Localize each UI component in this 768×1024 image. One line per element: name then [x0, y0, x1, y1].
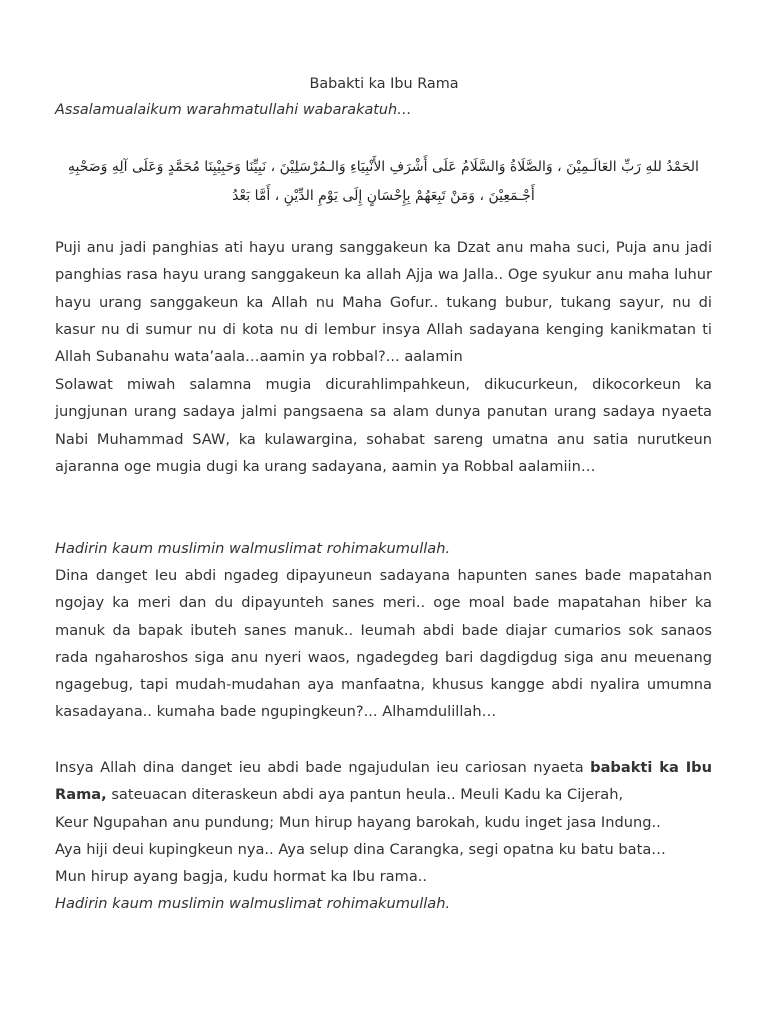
arabic-line-1: الحَمْدُ للهِ رَبِّ العَالَـمِيْنَ ، وَالصَّلَاةُ وَالسَّلَامُ عَلَى أَشْرَفِ الأَنْبِيَاءِ وَالـمُرْسَلِيْنَ ، نَبِيِّنَا وَحَبِيْبِنَا مُحَمَّدٍ وَعَلَى آلِهِ وَصَحْبِهِ: [68, 159, 699, 175]
speech-title-bold: babakti ka Ibu Rama,: [55, 759, 712, 804]
pantun-line-3: Mun hirup ayang bagja, kudu hormat ka Ibu rama..: [55, 868, 428, 885]
arabic-line-2: أَجْـمَعِيْنَ ، وَمَنْ تَبِعَهُمْ بِإِحْسَانٍ إِلَى يَوْمِ الدِّيْنِ ، أَمَّا بَعْدُ: [232, 188, 535, 204]
address-line-1: Hadirin kaum muslimin walmuslimat rohimakumullah.: [55, 540, 451, 557]
paragraph-salawat: Solawat miwah salamna mugia dicurahlimpahkeun, dikucurkeun, dikocorkeun ka jungjunan urang sadaya jalmi pangsaena sa alam dunya panutan urang sadaya nyaeta Nabi Muhammad SAW, ka kulawargina, sohabat sareng umatna anu satia nurutkeun ajaranna oge mugia dugi ka urang sadayana, aamin ya Robbal aalamiin…: [55, 376, 712, 475]
address-line-2: Hadirin kaum muslimin walmuslimat rohimakumullah.: [55, 895, 451, 912]
paragraph-title-announcement: [55, 754, 712, 809]
paragraph-praise: Puji anu jadi panghias ati hayu urang sanggakeun ka Dzat anu maha suci, Puja anu jadi panghias rasa hayu urang sanggakeun ka allah Ajja wa Jalla.. Oge syukur anu maha luhur hayu urang sanggakeun ka Allah nu Maha Gofur.. tukang bubur, tukang sayur, nu di kasur nu di sumur nu di kota nu di lembur insya Allah sadayana kenging kanikmatan ti Allah Subanahu wata’aala…aamin ya robbal?... aalamin: [55, 239, 712, 366]
arabic-opening: [55, 153, 712, 211]
paragraph-introduction: Dina danget Ieu abdi ngadeg dipayuneun sadayana hapunten sanes bade mapatahan ngojay ka meri dan du dipayunteh sanes meri.. oge moal bade mapatahan hiber ka manuk da bapak ibuteh sanes manuk.. Ieumah abdi bade diajar cumarios sok sanaos rada ngaharoshos siga anu nyeri waos, ngadegdeg bari dagdigdug siga anu meuenang ngagebug, tapi mudah-mudahan aya manfaatna, khusus kangge abdi nyalira umumna kasadayana.. kumaha bade ngupingkeun?... Alhamdulillah…: [55, 567, 712, 721]
greeting-text: Assalamualaikum warahmatullahi wabarakatuh…: [55, 102, 412, 118]
announcement-text-post: sateuacan diteraskeun abdi aya pantun heula.. Meuli Kadu ka Cijerah,: [106, 786, 624, 804]
announcement-text-pre: Insya Allah dina danget ieu abdi bade ngajudulan ieu cariosan nyaeta: [55, 759, 591, 776]
pantun-line-1: Keur Ngupahan anu pundung; Mun hirup hayang barokah, kudu inget jasa Indung..: [55, 814, 661, 831]
document-title: Babakti ka Ibu Rama: [309, 76, 459, 92]
pantun-line-2: Aya hiji deui kupingkeun nya.. Aya selup dina Carangka, segi opatna ku batu bata…: [55, 841, 666, 858]
